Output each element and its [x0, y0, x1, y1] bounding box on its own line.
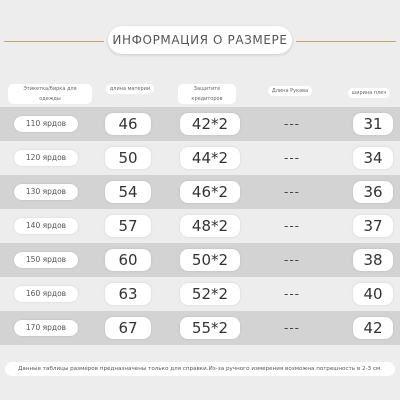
size-cell: 120 ярдов	[14, 150, 78, 166]
chest-cell: 55*2	[180, 317, 240, 339]
table-row	[0, 141, 400, 175]
length-cell: 46	[105, 113, 151, 135]
chest-cell: 46*2	[180, 181, 240, 203]
size-cell: 170 ярдов	[14, 320, 78, 336]
shoulder-cell: 42	[353, 317, 393, 339]
column-header-label	[8, 84, 92, 104]
chest-cell: 42*2	[180, 113, 240, 135]
chest-cell: 52*2	[180, 283, 240, 305]
table-row	[0, 311, 400, 345]
sleeve-cell: ---	[284, 287, 300, 301]
chest-cell: 50*2	[180, 249, 240, 271]
size-cell: 110 ярдов	[14, 116, 78, 132]
column-header-chest-text: Защитите кредиторов	[178, 84, 236, 104]
table-row	[0, 243, 400, 277]
length-cell: 54	[105, 181, 151, 203]
sleeve-cell: ---	[284, 321, 300, 335]
column-header-sleeve-text: Длина Рукава	[268, 86, 312, 96]
size-cell: 130 ярдов	[14, 184, 78, 200]
title-row	[0, 26, 400, 54]
size-cell: 140 ярдов	[14, 218, 78, 234]
length-cell: 67	[105, 317, 151, 339]
table-row	[0, 175, 400, 209]
length-cell: 50	[105, 147, 151, 169]
column-header-length-text: длина материи	[106, 84, 154, 94]
column-header-length	[103, 84, 157, 94]
column-header-sleeve	[258, 86, 322, 96]
title-divider-right	[296, 41, 396, 42]
length-cell: 57	[105, 215, 151, 237]
sleeve-cell: ---	[284, 117, 300, 131]
sleeve-cell: ---	[284, 253, 300, 267]
table-row	[0, 209, 400, 243]
shoulder-cell: 40	[353, 283, 393, 305]
size-cell: 160 ярдов	[14, 286, 78, 302]
column-header-shoulder	[346, 88, 392, 98]
sleeve-cell: ---	[284, 151, 300, 165]
shoulder-cell: 34	[353, 147, 393, 169]
disclaimer-note: Данные таблицы размеров предназначены только для справки.Из-за ручного измерения возможна погрешность в 2-3 см.	[5, 362, 395, 376]
column-header-label-text: Этикетка/бирка для одежды	[8, 84, 92, 104]
chest-cell: 44*2	[180, 147, 240, 169]
column-header-shoulder-text: ширина плеч	[348, 88, 391, 98]
sleeve-cell: ---	[284, 219, 300, 233]
page-title: ИНФОРМАЦИЯ О РАЗМЕРЕ	[108, 26, 292, 54]
sleeve-cell: ---	[284, 185, 300, 199]
shoulder-cell: 36	[353, 181, 393, 203]
length-cell: 63	[105, 283, 151, 305]
column-header-chest	[178, 84, 236, 104]
size-table	[0, 107, 400, 345]
title-divider-left	[4, 41, 104, 42]
shoulder-cell: 31	[353, 113, 393, 135]
table-row	[0, 107, 400, 141]
shoulder-cell: 37	[353, 215, 393, 237]
table-row	[0, 277, 400, 311]
chest-cell: 48*2	[180, 215, 240, 237]
shoulder-cell: 38	[353, 249, 393, 271]
length-cell: 60	[105, 249, 151, 271]
size-cell: 150 ярдов	[14, 252, 78, 268]
